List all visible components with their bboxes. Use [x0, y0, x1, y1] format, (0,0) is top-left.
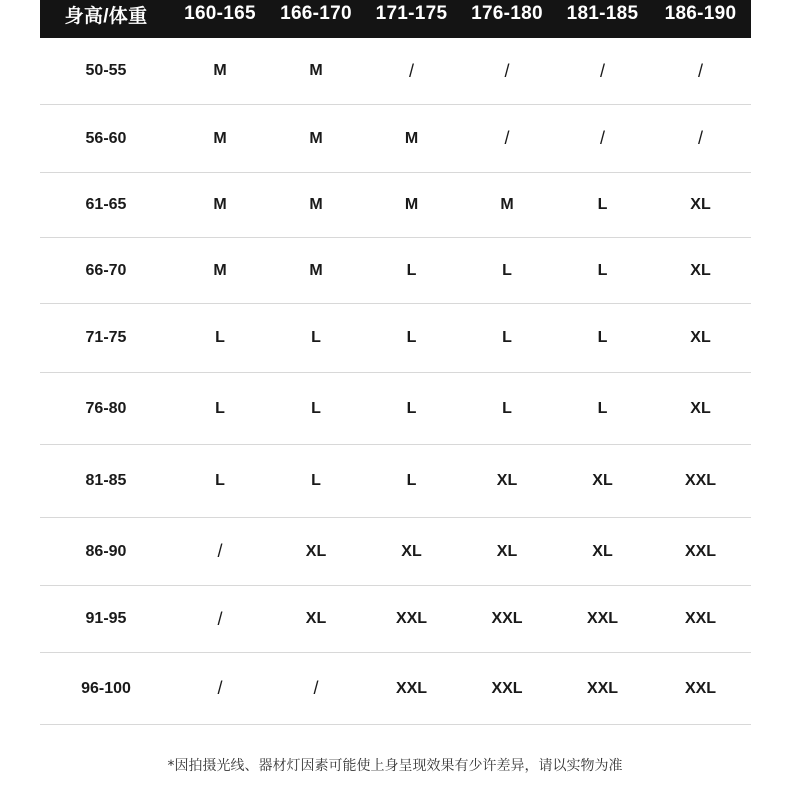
table-row — [40, 518, 751, 586]
size-cell: / — [599, 128, 605, 148]
table-row — [40, 173, 751, 238]
size-cell: XXL — [684, 679, 717, 697]
table-row — [40, 38, 751, 105]
size-cell: M — [404, 196, 419, 213]
size-cell: L — [215, 472, 225, 489]
size-cell: XL — [305, 610, 327, 627]
size-cell: / — [217, 608, 223, 629]
weight-range-cell: 71-75 — [85, 329, 127, 346]
size-cell: XL — [690, 329, 711, 346]
size-cell: XL — [592, 472, 613, 489]
size-cell: L — [597, 329, 608, 346]
size-cell: M — [213, 62, 227, 79]
size-cell: XXL — [684, 472, 717, 489]
size-cell: / — [408, 60, 414, 81]
table-row — [40, 304, 751, 373]
header-cell-height-186-190: 186-190 — [664, 3, 737, 24]
table-row — [40, 445, 751, 518]
size-cell: XXL — [395, 679, 428, 697]
table-row — [40, 586, 751, 653]
size-cell: XL — [690, 399, 711, 417]
size-cell: XL — [690, 261, 711, 279]
table-row — [40, 105, 751, 173]
size-cell: XL — [401, 542, 422, 560]
size-cell: XXL — [684, 542, 717, 560]
weight-range-cell: 66-70 — [85, 261, 127, 279]
size-cell: M — [213, 129, 227, 147]
size-cell: / — [313, 678, 319, 698]
size-cell: / — [697, 128, 703, 148]
weight-range-cell: 56-60 — [85, 129, 127, 147]
weight-range-cell: 81-85 — [85, 472, 127, 489]
header-cell-height-weight: 身高/体重 — [64, 5, 148, 27]
size-cell: XXL — [395, 610, 428, 627]
weight-range-cell: 76-80 — [85, 399, 127, 417]
size-cell: XXL — [491, 610, 523, 627]
size-cell: XL — [496, 472, 518, 489]
size-cell: / — [599, 60, 605, 81]
size-cell: M — [309, 196, 323, 213]
size-cell: M — [213, 261, 227, 279]
size-cell: L — [406, 329, 417, 346]
size-cell: L — [406, 261, 417, 279]
header-cell-height-160-165: 160-165 — [184, 3, 256, 24]
size-cell: XXL — [586, 679, 619, 697]
size-cell: L — [502, 399, 512, 417]
size-cell: XL — [592, 542, 613, 560]
size-cell: L — [597, 196, 608, 213]
size-cell: M — [309, 261, 323, 279]
size-cell: M — [309, 62, 323, 79]
table-row — [40, 653, 751, 725]
size-cell: / — [217, 541, 223, 561]
size-cell: L — [502, 261, 512, 279]
size-cell: M — [213, 196, 227, 213]
footnote-disclaimer: *因拍摄光线、器材灯因素可能使上身呈现效果有少许差异，请以实物为准 — [167, 758, 623, 774]
size-cell: XXL — [684, 610, 717, 627]
size-cell: XL — [690, 196, 711, 213]
size-cell: L — [311, 472, 321, 489]
size-cell: / — [504, 128, 510, 148]
weight-range-cell: 61-65 — [85, 196, 127, 213]
table-body — [40, 38, 751, 725]
table-row — [40, 373, 751, 445]
size-cell: M — [404, 129, 419, 147]
weight-range-cell: 96-100 — [81, 679, 131, 697]
size-cell: XL — [305, 542, 327, 560]
size-cell: L — [215, 329, 225, 346]
weight-range-cell: 91-95 — [85, 610, 127, 627]
size-cell: L — [406, 472, 417, 489]
size-cell: / — [697, 60, 703, 81]
size-cell: L — [597, 399, 608, 417]
weight-range-cell: 50-55 — [85, 62, 127, 79]
weight-range-cell: 86-90 — [85, 542, 127, 560]
size-cell: L — [311, 399, 321, 417]
table-header-row — [40, 0, 751, 38]
size-cell: / — [504, 60, 510, 81]
size-cell: M — [309, 129, 323, 147]
size-cell: L — [406, 399, 417, 417]
size-chart-table — [40, 0, 751, 725]
size-cell: XXL — [586, 610, 619, 627]
size-cell: L — [215, 399, 225, 417]
header-cell-height-176-180: 176-180 — [471, 3, 543, 24]
header-cell-height-181-185: 181-185 — [566, 3, 639, 24]
size-cell: XXL — [491, 679, 523, 697]
table-row — [40, 238, 751, 304]
size-cell: M — [500, 196, 514, 213]
header-cell-height-166-170: 166-170 — [280, 3, 352, 24]
size-cell: L — [597, 261, 608, 279]
size-cell: L — [311, 329, 321, 346]
size-cell: L — [502, 329, 512, 346]
size-cell: XL — [496, 542, 518, 560]
header-cell-height-171-175: 171-175 — [375, 3, 448, 24]
size-cell: / — [217, 678, 223, 698]
